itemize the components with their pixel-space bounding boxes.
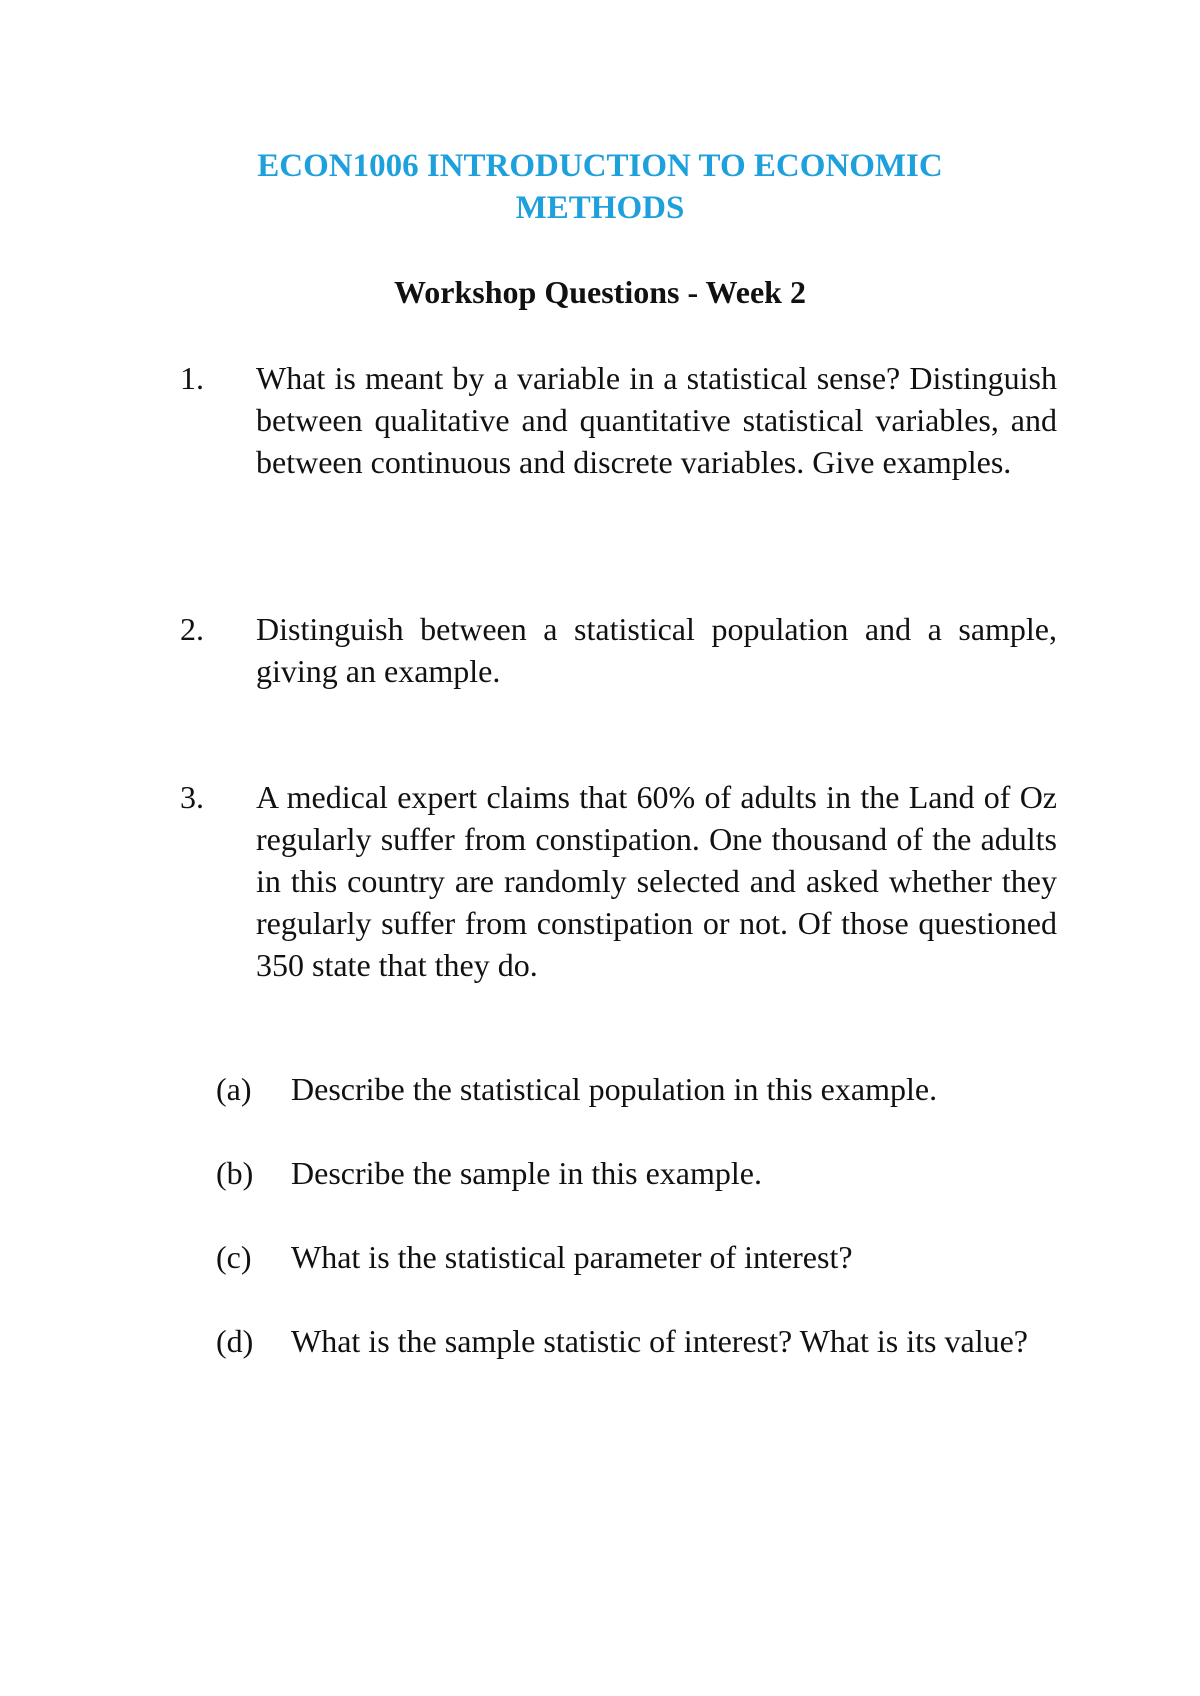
question-text: Distinguish between a statistical population and a sample, giving an example. bbox=[256, 611, 1057, 689]
question-text: A medical expert claims that 60% of adults in the Land of Oz regularly suffer from constipation. One thousand of the adults in this country are randomly selected and asked whether they regularly suffer from constipation or not. Of those questioned 350 state that they do. bbox=[256, 779, 1057, 983]
workshop-subtitle: Workshop Questions - Week 2 bbox=[394, 274, 806, 310]
part-text: Describe the statistical population in this example. bbox=[291, 1071, 938, 1107]
part-label: (c) bbox=[216, 1239, 252, 1275]
question-number: 3. bbox=[180, 779, 204, 815]
part-label: (b) bbox=[216, 1155, 254, 1191]
question-number: 1. bbox=[180, 360, 204, 396]
part-text: Describe the sample in this example. bbox=[291, 1155, 762, 1191]
course-title: ECON1006 INTRODUCTION TO ECONOMIC METHODS bbox=[257, 148, 943, 226]
part-label: (a) bbox=[216, 1071, 252, 1107]
question-number: 2. bbox=[180, 611, 204, 647]
part-text: What is the statistical parameter of interest? bbox=[291, 1239, 853, 1275]
part-label: (d) bbox=[216, 1323, 254, 1359]
question-text: What is meant by a variable in a statistical sense? Distinguish between qualitative and quantitative statistical variables, and between continuous and discrete variables. Give examples. bbox=[256, 360, 1057, 480]
part-text: What is the sample statistic of interest? What is its value? bbox=[291, 1323, 1028, 1359]
